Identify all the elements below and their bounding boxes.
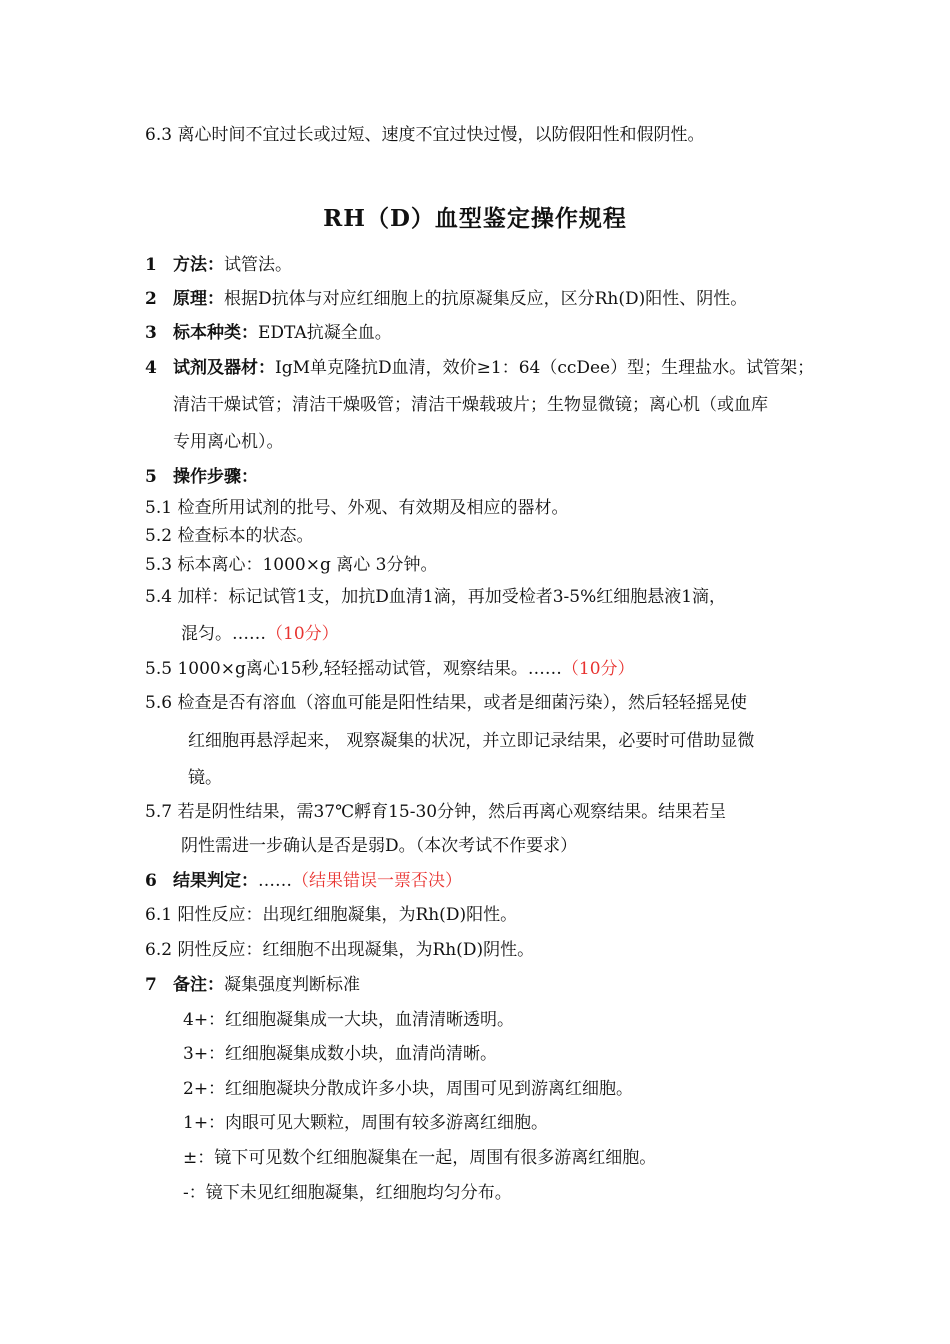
step-text: 混匀。……: [181, 624, 266, 644]
grade-3plus: 3+：红细胞凝集成数小块，血清尚清晰。: [183, 1044, 498, 1064]
section-heading: 方法：: [173, 255, 224, 275]
section-number: 1: [145, 255, 157, 275]
section-text: EDTA抗凝全血。: [258, 323, 392, 343]
section-text: 根据D抗体与对应红细胞上的抗原凝集反应，区分Rh(D)阳性、阴性。: [224, 289, 748, 309]
reagents-line-2: 清洁干燥试管；清洁干燥吸管；清洁干燥载玻片；生物显微镜；离心机（或血库: [173, 395, 768, 415]
result-6-1: 6.1 阳性反应：出现红细胞凝集，为Rh(D)阳性。: [145, 905, 518, 925]
result-6-2: 6.2 阴性反应：红细胞不出现凝集，为Rh(D)阴性。: [145, 940, 535, 960]
section-text: ……: [258, 871, 292, 891]
step-5-4: 5.4 加样：标记试管1支，加抗D血清1滴，再加受检者3-5%红细胞悬液1滴，: [145, 587, 727, 607]
grade-negative: -：镜下未见红细胞凝集，红细胞均匀分布。: [183, 1183, 512, 1203]
section-heading: 试剂及器材：: [173, 358, 275, 378]
step-5-6-line-2: 红细胞再悬浮起来， 观察凝集的状况，并立即记录结果，必要时可借助显微: [188, 731, 755, 751]
section-procedure: [145, 466, 258, 488]
section-number: 2: [145, 289, 157, 309]
section-number: 7: [145, 975, 157, 995]
section-specimen: [145, 322, 392, 344]
step-5-6: 5.6 检查是否有溶血（溶血可能是阳性结果，或者是细菌污染），然后轻轻摇晃使: [145, 693, 747, 713]
section-heading: 标本种类：: [173, 323, 258, 343]
section-text: 试管法。: [224, 255, 292, 275]
section-number: 4: [145, 358, 157, 378]
step-5-1: 5.1 检查所用试剂的批号、外观、有效期及相应的器材。: [145, 498, 569, 518]
section-number: 5: [145, 467, 157, 487]
section-heading: 操作步骤：: [173, 467, 258, 487]
step-5-4-line-2: [181, 623, 339, 645]
step-5-5: [145, 658, 635, 680]
section-principle: [145, 288, 747, 310]
note-6-3: 6.3 离心时间不宜过长或过短、速度不宜过快过慢，以防假阳性和假阴性。: [145, 125, 705, 145]
step-5-3: 5.3 标本离心：1000×g 离心 3分钟。: [145, 555, 438, 575]
section-number: 6: [145, 871, 157, 891]
section-text: IgM单克隆抗D血清，效价≥1：64（ccDee）型；生理盐水。试管架；: [275, 358, 815, 378]
page-title: RH（D）血型鉴定操作规程: [323, 205, 627, 232]
section-remarks: [145, 974, 360, 996]
reagents-line-3: 专用离心机）。: [173, 432, 284, 452]
section-number: 3: [145, 323, 157, 343]
section-text: 凝集强度判断标准: [224, 975, 360, 995]
step-5-2: 5.2 检查标本的状态。: [145, 526, 314, 546]
grade-1plus: 1+：肉眼可见大颗粒，周围有较多游离红细胞。: [183, 1113, 549, 1133]
section-reagents: [145, 357, 814, 379]
score-label: （10分）: [561, 659, 635, 679]
section-result: [145, 870, 462, 892]
step-5-6-line-3: 镜。: [188, 768, 222, 788]
section-method: [145, 254, 292, 276]
section-heading: 原理：: [173, 289, 224, 309]
section-heading: 备注：: [173, 975, 224, 995]
grade-4plus: 4+：红细胞凝集成一大块，血清清晰透明。: [183, 1010, 515, 1030]
step-5-7-line-2: 阴性需进一步确认是否是弱D。（本次考试不作要求）: [181, 836, 578, 856]
step-text: 5.5 1000×g离心15秒,轻轻摇动试管，观察结果。……: [145, 659, 562, 679]
grade-plusminus: ±：镜下可见数个红细胞凝集在一起，周围有很多游离红细胞。: [183, 1148, 657, 1168]
step-5-7: 5.7 若是阴性结果，需37℃孵育15-30分钟，然后再离心观察结果。结果若呈: [145, 802, 727, 822]
grade-2plus: 2+：红细胞凝块分散成许多小块，周围可见到游离红细胞。: [183, 1079, 634, 1099]
score-label: （10分）: [266, 624, 339, 644]
veto-warning: （结果错误一票否决）: [292, 871, 462, 891]
section-heading: 结果判定：: [173, 871, 258, 891]
